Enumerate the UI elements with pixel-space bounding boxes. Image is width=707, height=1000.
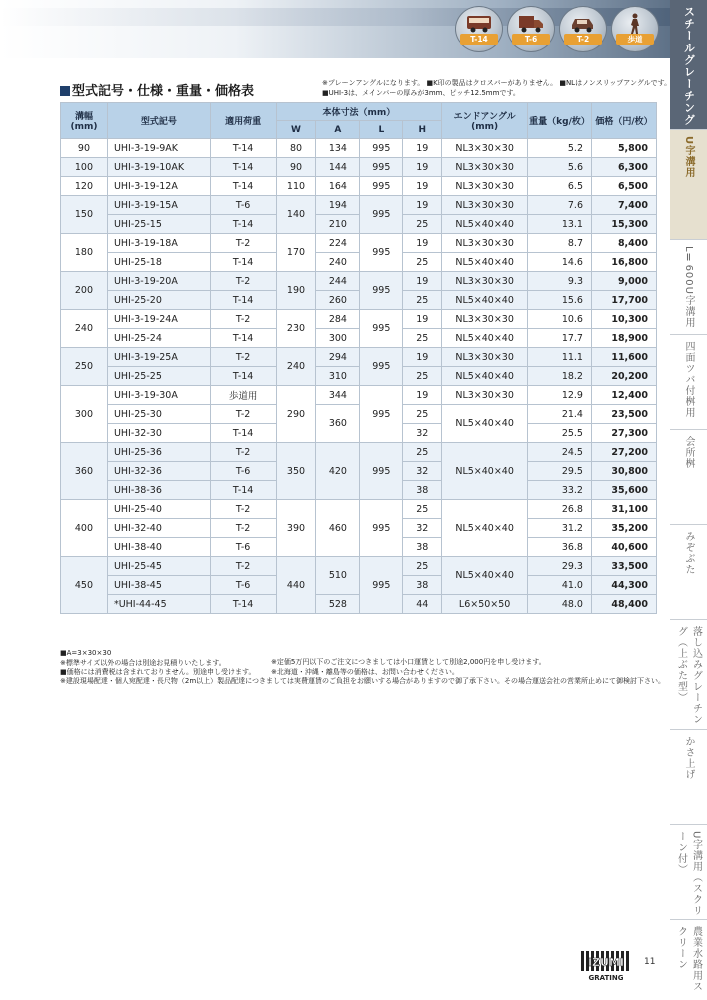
page-number: 11 [644, 957, 656, 967]
izumi-grating-logo [580, 949, 632, 983]
col-price: 価格（円/枚） [591, 103, 656, 139]
side-tab-mizobuta[interactable]: みぞぶた [670, 525, 707, 620]
bus-icon [466, 13, 492, 35]
table-row: 450 UHI-25-45 T-2 440 510 995 25 NL5×40×40 29.3 33,500 [61, 557, 657, 576]
table-row: UHI-38-40 T-6 38 36.8 40,600 [61, 538, 657, 557]
side-tab-u-groove[interactable]: U字溝用 [670, 130, 707, 240]
table-row: 90 UHI-3-19-9AK T-14 80 134 995 19 NL3×30×30 5.2 5,800 [61, 139, 657, 158]
side-tab-steel-grating[interactable]: スチールグレーチング [670, 0, 707, 130]
table-row: 150 UHI-3-19-15A T-6 140 194 995 19 NL3×30×30 7.6 7,400 [61, 196, 657, 215]
footnotes-right: ※定価5万円以下のご注文につきましては小口運賃として別途2,000円を申し受けます。 ※北海道・沖縄・離島等の価格は、お問い合わせください。 [271, 658, 546, 676]
badge-pedestrian [611, 6, 659, 52]
table-row: 100 UHI-3-19-10AK T-14 90 144 995 19 NL3×30×30 5.6 6,300 [61, 158, 657, 177]
table-row: 360 UHI-25-36 T-2 350 420 995 25 NL5×40×40 24.5 27,200 [61, 443, 657, 462]
header-notes: ※プレーンアングルになります。 ■K印の製品はクロスバーがありません。 ■NLはノンスリップアングルです。 ■UHI-3は、メインバーの厚みが3mm、ピッチ12.5mmです。 [322, 79, 672, 97]
truck-icon [518, 13, 544, 35]
table-row: 200 UHI-3-19-20A T-2 190 244 995 19 NL3×30×30 9.3 9,000 [61, 272, 657, 291]
table-row: UHI-25-15 T-14 210 25 NL5×40×40 13.1 15,300 [61, 215, 657, 234]
table-row: UHI-32-36 T-6 32 29.5 30,800 [61, 462, 657, 481]
table-row: UHI-25-25 T-14 310 25 NL5×40×40 18.2 20,200 [61, 367, 657, 386]
badge-label: T-6 [512, 34, 550, 45]
col-weight: 重量（kg/枚） [528, 103, 592, 139]
side-tab-four-side-flange[interactable]: 四面ツバ付桝用 [670, 335, 707, 430]
badge-t6 [507, 6, 555, 52]
table-row: 120 UHI-3-19-12A T-14 110 164 995 19 NL3×30×30 6.5 6,500 [61, 177, 657, 196]
side-tab-l2-600[interactable]: LⅡ600U字溝用 [670, 240, 707, 335]
table-row: 250 UHI-3-19-25A T-2 240 294 995 19 NL3×30×30 11.1 11,600 [61, 348, 657, 367]
pedestrian-icon [622, 13, 648, 35]
table-row: UHI-25-30 T-2 360 25 NL5×40×40 21.4 23,500 [61, 405, 657, 424]
side-tab-screen[interactable]: U字溝用（スクリーン付） [670, 825, 707, 920]
svg-text:IZUMI: IZUMI [587, 956, 625, 969]
spec-price-table [60, 102, 657, 614]
table-row: *UHI-44-45 T-14 528 44 L6×50×50 48.0 48,400 [61, 595, 657, 614]
col-end-angle: エンドアングル (mm) [442, 103, 528, 139]
col-width: 溝幅 (mm) [61, 103, 108, 139]
badge-label: 歩道 [616, 34, 654, 45]
table-row: UHI-32-40 T-2 32 31.2 35,200 [61, 519, 657, 538]
col-dims: 本体寸法（mm） [276, 103, 442, 121]
col-a: A [316, 121, 360, 139]
heading-square-icon [60, 86, 70, 96]
badge-label: T-14 [460, 34, 498, 45]
table-row: 180 UHI-3-19-18A T-2 170 224 995 19 NL3×30×30 8.7 8,400 [61, 234, 657, 253]
table-row: UHI-25-18 T-14 240 25 NL5×40×40 14.6 16,800 [61, 253, 657, 272]
side-tab-catch-basin[interactable]: 会所桝 [670, 430, 707, 525]
col-load: 適用荷重 [210, 103, 276, 139]
col-model: 型式記号 [107, 103, 210, 139]
col-w: W [276, 121, 316, 139]
svg-text:GRATING: GRATING [588, 974, 624, 982]
side-index [670, 0, 707, 1000]
section-heading: 型式記号・仕様・重量・価格表 [60, 80, 254, 99]
table-row: 300 UHI-3-19-30A 歩道用 290 344 995 19 NL3×30×30 12.9 12,400 [61, 386, 657, 405]
car-icon [570, 13, 596, 35]
badge-label: T-2 [564, 34, 602, 45]
table-row: 400 UHI-25-40 T-2 390 460 995 25 NL5×40×40 26.8 31,100 [61, 500, 657, 519]
col-h: H [403, 121, 442, 139]
table-row: UHI-38-45 T-6 38 41.0 44,300 [61, 576, 657, 595]
side-tab-drop-in[interactable]: 落し込みグレーチング（上ぶた型） [670, 620, 707, 730]
table-row: 240 UHI-3-19-24A T-2 230 284 995 19 NL3×30×30 10.6 10,300 [61, 310, 657, 329]
table-row: UHI-32-30 T-14 32 25.5 27,300 [61, 424, 657, 443]
table-row: UHI-25-24 T-14 300 25 NL5×40×40 17.7 18,900 [61, 329, 657, 348]
footnote-bottom: ※建設現場配達・個人宛配達・長尺物（2m以上）製品配達につきましては実費運賃のご負担をお願いする場合がありますので御了承下さい。その場合運送会社の営業所止めにて御検討下さい。 [60, 677, 665, 685]
badge-t2 [559, 6, 607, 52]
side-tab-agri-screen[interactable]: 農業水路用スクリーン [675, 926, 702, 992]
table-row: UHI-25-20 T-14 260 25 NL5×40×40 15.6 17,700 [61, 291, 657, 310]
table-row: UHI-38-36 T-14 38 33.2 35,600 [61, 481, 657, 500]
badge-t14 [455, 6, 503, 52]
col-l: L [360, 121, 403, 139]
side-tab-kasaage[interactable]: かさ上げ [670, 730, 707, 825]
footnotes-left: ■A=3×30×30 ※標準サイズ以外の場合は別途お見積りいたします。 ■価格には消費税は含まれておりません。別途申し受けます。 [60, 649, 256, 676]
